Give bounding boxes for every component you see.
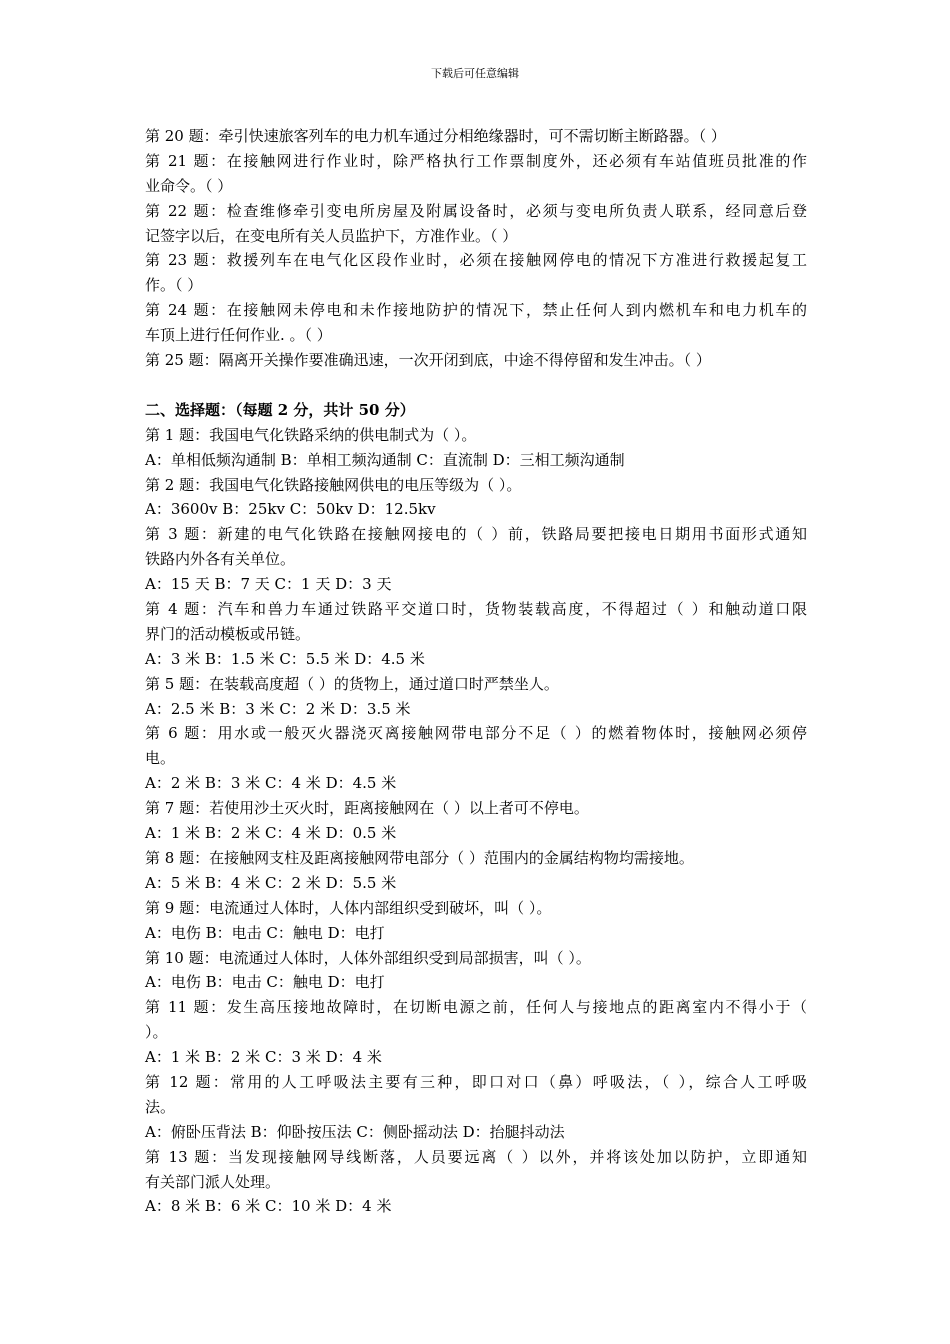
judge-question — [145, 298, 807, 348]
answer-options: A：8 米 B：6 米 C：10 米 D：4 米 — [145, 1197, 392, 1216]
question-text: 第 3 题：新建的电气化铁路在接触网接电的（ ）前，铁路局要把接电日期用书面形式通知 — [145, 525, 807, 544]
question-text: 界门的活动模板或吊链。 — [145, 624, 311, 643]
choice-question — [145, 522, 807, 597]
choice-question — [145, 1145, 807, 1220]
question-text: 业命令。（ ） — [145, 176, 233, 195]
choice-question — [145, 672, 807, 722]
choice-question — [145, 846, 807, 896]
question-text: 作。（ ） — [145, 276, 203, 295]
question-text: 铁路内外各有关单位。 — [145, 550, 296, 569]
choice-question — [145, 946, 807, 996]
question-text: 法。 — [145, 1097, 176, 1116]
choice-question — [145, 597, 807, 672]
question-text: 第 2 题：我国电气化铁路接触网供电的电压等级为（ ）。 — [145, 475, 522, 494]
answer-options: A：3600v B：25kv C：50kv D：12.5kv — [145, 500, 436, 519]
question-text: 第 20 题：牵引快速旅客列车的电力机车通过分相绝缘器时，可不需切断主断路器。（ ） — [145, 127, 726, 145]
judge-question — [145, 124, 807, 149]
question-text: 第 24 题：在接触网未停电和未作接地防护的情况下，禁止任何人到内燃机车和电力机车的 — [145, 301, 807, 320]
question-text: 第 6 题：用水或一般灭火器浇灭离接触网带电部分不足（ ）的燃着物体时，接触网必须停 — [145, 724, 807, 743]
page-header: 下载后可任意编辑 — [431, 67, 519, 80]
question-text: 第 5 题：在装载高度超（ ）的货物上，通过道口时严禁坐人。 — [145, 674, 559, 693]
section-spacer — [145, 373, 807, 398]
section-heading: 二、选择题：（每题 2 分，共计 50 分） — [145, 400, 415, 419]
answer-options: A：2.5 米 B：3 米 C：2 米 D：3.5 米 — [145, 699, 411, 718]
question-text: 第 4 题：汽车和兽力车通过铁路平交道口时，货物装载高度，不得超过（ ）和触动道口限 — [145, 600, 807, 619]
choice-question — [145, 995, 807, 1070]
judge-question — [145, 149, 807, 199]
question-text: 第 25 题：隔离开关操作要准确迅速，一次开闭到底，中途不得停留和发生冲击。（ ） — [145, 351, 711, 370]
answer-options: A：15 天 B：7 天 C：1 天 D：3 天 — [145, 575, 392, 594]
answer-options: A：1 米 B：2 米 C：3 米 D：4 米 — [145, 1048, 382, 1067]
answer-options: A：单相低频沟通制 B：单相工频沟通制 C：直流制 D：三相工频沟通制 — [145, 450, 625, 469]
question-text: 有关部门派人处理。 — [145, 1172, 281, 1191]
answer-options: A：5 米 B：4 米 C：2 米 D：5.5 米 — [145, 873, 397, 892]
document-body — [145, 124, 807, 1219]
question-text: 第 1 题：我国电气化铁路采纳的供电制式为（ ）。 — [145, 425, 477, 444]
judge-question — [145, 199, 807, 249]
choice-question — [145, 1070, 807, 1145]
question-text: 第 7 题：若使用沙土灭火时，距离接触网在（ ）以上者可不停电。 — [145, 799, 589, 818]
choice-question — [145, 721, 807, 796]
choice-question — [145, 423, 807, 473]
question-text: 车顶上进行任何作业. 。（ ） — [145, 326, 332, 345]
question-text: 第 22 题：检查维修牵引变电所房屋及附属设备时，必须与变电所负责人联系，经同意后登 — [145, 201, 807, 220]
answer-options: A：电伤 B：电击 C：触电 D：电打 — [145, 923, 385, 942]
question-text: 第 11 题：发生高压接地故障时，在切断电源之前，任何人与接地点的距离室内不得小于（ — [145, 998, 807, 1017]
question-text: ）。 — [145, 1023, 168, 1042]
answer-options: A：电伤 B：电击 C：触电 D：电打 — [145, 973, 385, 992]
question-text: 第 21 题：在接触网进行作业时，除严格执行工作票制度外，还必须有车站值班员批准的作 — [145, 151, 807, 170]
question-text: 第 12 题：常用的人工呼吸法主要有三种，即口对口（鼻）呼吸法，（ ），综合人工呼吸 — [145, 1072, 807, 1091]
choice-question — [145, 896, 807, 946]
question-text: 第 10 题：电流通过人体时，人体外部组织受到局部损害，叫（ ）。 — [145, 948, 591, 967]
judge-question — [145, 248, 807, 298]
question-text: 第 23 题：救援列车在电气化区段作业时，必须在接触网停电的情况下方准进行救援起复工 — [145, 251, 807, 270]
question-text: 第 9 题：电流通过人体时，人体内部组织受到破坏，叫（ ）。 — [145, 898, 552, 917]
answer-options: A：2 米 B：3 米 C：4 米 D：4.5 米 — [145, 774, 397, 793]
question-text: 电。 — [145, 749, 176, 768]
answer-options: A：1 米 B：2 米 C：4 米 D：0.5 米 — [145, 824, 397, 843]
choice-question — [145, 473, 807, 523]
question-text: 记签字以后，在变电所有关人员监护下，方准作业。（ ） — [145, 226, 518, 245]
answer-options: A：俯卧压背法 B：仰卧按压法 C：侧卧摇动法 D：抬腿抖动法 — [145, 1122, 565, 1141]
question-text: 第 8 题：在接触网支柱及距离接触网带电部分（ ）范围内的金属结构物均需接地。 — [145, 848, 694, 867]
question-text: 第 13 题：当发现接触网导线断落，人员要远离（ ）以外，并将该处加以防护，立即通知 — [145, 1147, 807, 1166]
choice-question — [145, 796, 807, 846]
judge-question — [145, 348, 807, 373]
answer-options: A：3 米 B：1.5 米 C：5.5 米 D：4.5 米 — [145, 649, 425, 668]
